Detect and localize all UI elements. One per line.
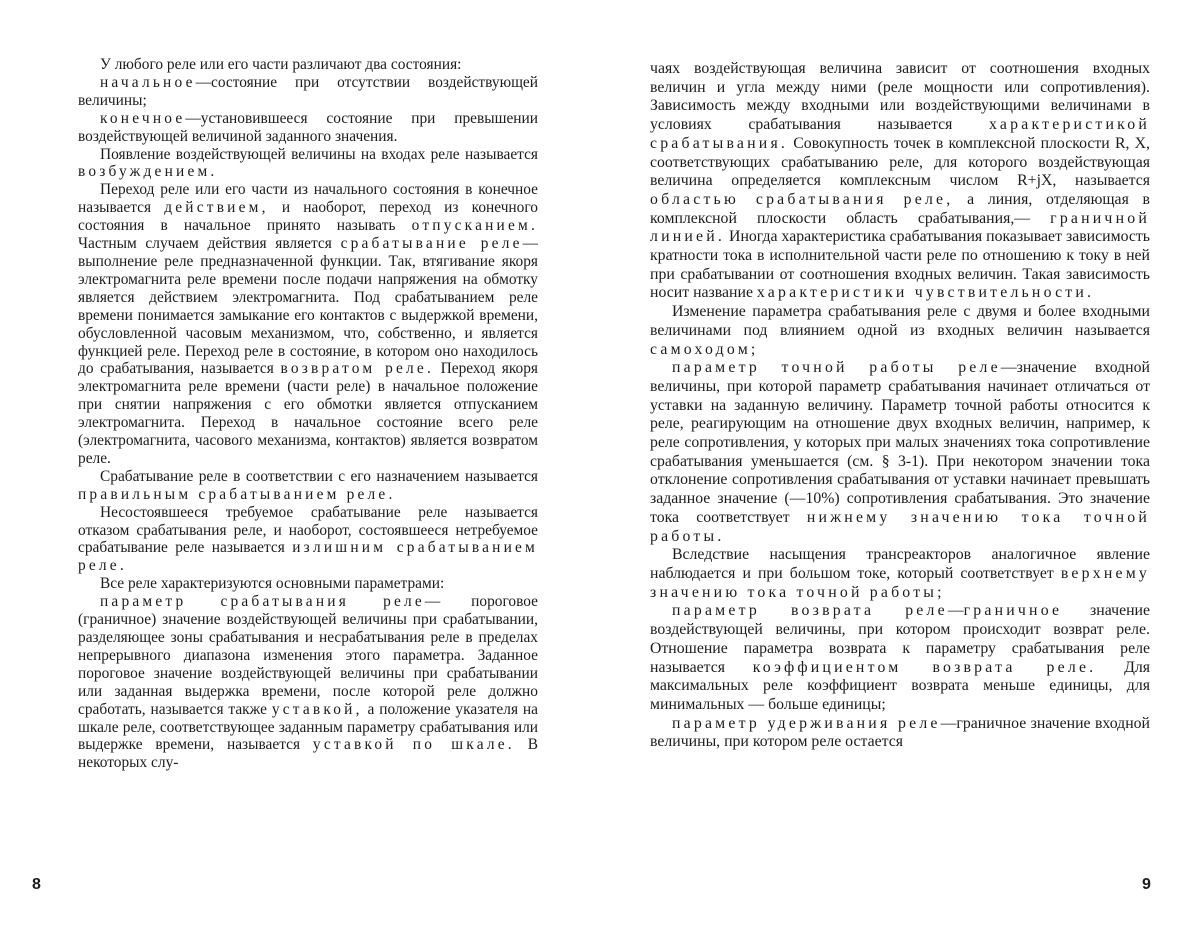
spaced-term: начальное bbox=[100, 73, 196, 91]
left-paragraph bbox=[78, 593, 538, 772]
text-run: Срабатывание реле в соответствии с его назначением называется bbox=[100, 467, 538, 485]
spaced-term: конечное bbox=[100, 109, 186, 127]
text-run: Несостоявшееся требуемое срабатывание реле называется отказом срабатывания реле, и наоборот, состоявшееся нетребуемое срабатывание реле называется bbox=[78, 503, 538, 557]
text-run: Вследствие насыщения трансреакторов аналогичное явление наблюдается и при большом токе, который соответствует bbox=[650, 546, 1150, 582]
text-run: Частным случаем действия является bbox=[78, 235, 341, 253]
text-run: —установившееся состояние при превышении воздействующей величиной заданного значения. bbox=[78, 109, 538, 145]
text-run: Переход якоря электромагнита реле времени (части реле) в начальное положение при снятии напряжения с его обмотки является отпусканием электромагнита. Переход в начальное состояние всего реле (электромагнита, часового механизма, контактов) является возвратом реле. bbox=[78, 360, 539, 467]
spaced-term: уставкой по шкале. bbox=[312, 736, 515, 754]
right-paragraph bbox=[650, 60, 1150, 303]
right-paragraph bbox=[650, 359, 1150, 546]
text-run: Для максимальных реле коэффициент возврата меньше единицы, для минимальных — больше единицы; bbox=[650, 658, 1150, 713]
text-run: —граничное значение входной величины, при котором реле остается bbox=[650, 714, 1150, 751]
spaced-term: верхнему значению тока точной работы; bbox=[650, 564, 1150, 601]
left-paragraph bbox=[78, 74, 538, 110]
spaced-term: характеристикой срабатывания. bbox=[650, 116, 1150, 152]
spaced-term: параметр удерживания реле bbox=[672, 714, 941, 732]
spaced-term: параметр срабатывания реле bbox=[100, 593, 425, 611]
left-paragraph bbox=[78, 504, 538, 576]
page-number-right: 9 bbox=[1142, 876, 1151, 893]
right-paragraph bbox=[650, 303, 1150, 359]
left-paragraph bbox=[78, 181, 538, 468]
left-page-text bbox=[78, 56, 538, 772]
text-run: Изменение параметра срабатывания реле с двумя и более входными величинами под влиянием одной из входных величин называется bbox=[650, 303, 1150, 339]
spaced-term: параметр возврата реле bbox=[672, 602, 948, 620]
text-run: чаях воздействующая величина зависит от соотношения входных величин и угла между ними (реле мощности или сопротивления). Зависимость между входными или воздействующими величинами в условиях срабатывания называется bbox=[650, 60, 1150, 134]
text-run: —значение входной величины, при которой параметр срабатывания начинает отличаться от уставки на заданную величину. Параметр точной работы относится к реле, реагирующим на отношение двух входных величин, например, к реле сопротивления, у которых при малых значениях тока сопротивление срабатывания уменьшается (см. § 3-1). При некотором значении тока отклонение сопротивления срабатывания от уставки начинает превышать заданное значение (—10%) сопротивления срабатывания. Это значение тока соответствует bbox=[650, 359, 1150, 526]
text-run: а положение указателя на шкале реле, соответствующее заданным параметру срабатывания или выдержке времени, называется bbox=[78, 700, 538, 754]
text-run: Совокупность точек в комплексной плоскости R, X, соответствующих срабатыванию реле, для которого воздействующая величина определяется комплексным числом R+jX, называется bbox=[650, 134, 1150, 190]
spaced-term: уставкой, bbox=[271, 700, 363, 718]
spaced-term: граничной линией. bbox=[650, 209, 1150, 246]
text-run: У любого реле или его части различают два состояния: bbox=[100, 56, 462, 73]
spaced-term: нижнему значению тока точной работы. bbox=[650, 508, 1150, 545]
spaced-term: областью срабатывания реле, bbox=[650, 190, 954, 208]
left-paragraph bbox=[78, 146, 538, 182]
text-run: и наоборот, переход из конечного состояния в начальное принято называть bbox=[78, 199, 538, 235]
text-run: а линия, отделяющая в комплексной плоскости область срабатывания,— bbox=[650, 190, 1150, 227]
spaced-term: характеристики чувствительности. bbox=[756, 284, 1095, 302]
page-number-left: 8 bbox=[32, 876, 41, 893]
spaced-term: возбуждением. bbox=[78, 163, 218, 181]
left-paragraph bbox=[78, 575, 538, 593]
spaced-term: излишним срабатыванием реле. bbox=[78, 539, 538, 575]
text-run: Все реле характеризуются основными параметрами: bbox=[100, 575, 445, 593]
right-paragraph bbox=[650, 715, 1150, 752]
spaced-term: отпусканием. bbox=[411, 217, 538, 235]
spaced-term: параметр точной работы реле bbox=[672, 359, 1001, 377]
left-paragraph bbox=[78, 56, 538, 74]
spaced-term: правильным срабатыванием реле. bbox=[78, 485, 396, 503]
spaced-term: действием, bbox=[164, 199, 269, 217]
text-run: Появление воздействующей величины на входах реле называется bbox=[100, 145, 538, 163]
text-run: — bbox=[947, 602, 964, 620]
spaced-term: граничное bbox=[963, 602, 1063, 620]
text-run: —состояние при отсутствии воздействующей величины; bbox=[78, 73, 538, 109]
spaced-term: возвратом реле. bbox=[280, 360, 435, 378]
left-paragraph bbox=[78, 110, 538, 146]
text-run: Иногда характеристика срабатывания показывает зависимость кратности тока в исполнительной части реле по отношению к току в ней при срабатывании от соотношения входных величин. Такая зависимость носит название bbox=[650, 228, 1150, 302]
text-run: В некоторых слу- bbox=[78, 736, 538, 772]
right-paragraph bbox=[650, 602, 1150, 714]
spaced-term: самоходом; bbox=[650, 340, 759, 358]
right-paragraph bbox=[650, 546, 1150, 602]
text-run: — пороговое (граничное) значение воздействующей величины при срабатывании, разделяющее зоны срабатывания и несрабатывания реле в пределах непрерывного диапазона изменения этого параметра. Заданное пороговое значение воздействующей величины при срабатывании или заданная выдержка времени, после которой реле должно сработать, называется также bbox=[78, 593, 538, 718]
text-run: —выполнение реле предназначенной функции. Так, втягивание якоря электромагнита реле времени после подачи напряжения на обмотку является действием электромагнита. Под срабатыванием реле времени понимается замыкание его контактов с выдержкой времени, обусловленной часовым механизмом, что, собственно, и является функцией реле. Переход реле в состояние, в котором оно находилось до срабатывания, называется bbox=[78, 235, 539, 378]
right-page-text bbox=[650, 60, 1150, 752]
spaced-term: коэффициентом возврата реле. bbox=[752, 658, 1097, 676]
text-run: Переход реле или его части из начального состояния в конечное называется bbox=[78, 181, 538, 217]
left-paragraph bbox=[78, 468, 538, 504]
text-run: значение воздействующей величины, при котором происходит возврат реле. Отношение параметра возврата к параметру срабатывания реле называется bbox=[650, 602, 1150, 676]
spaced-term: срабатывание реле bbox=[340, 235, 523, 253]
